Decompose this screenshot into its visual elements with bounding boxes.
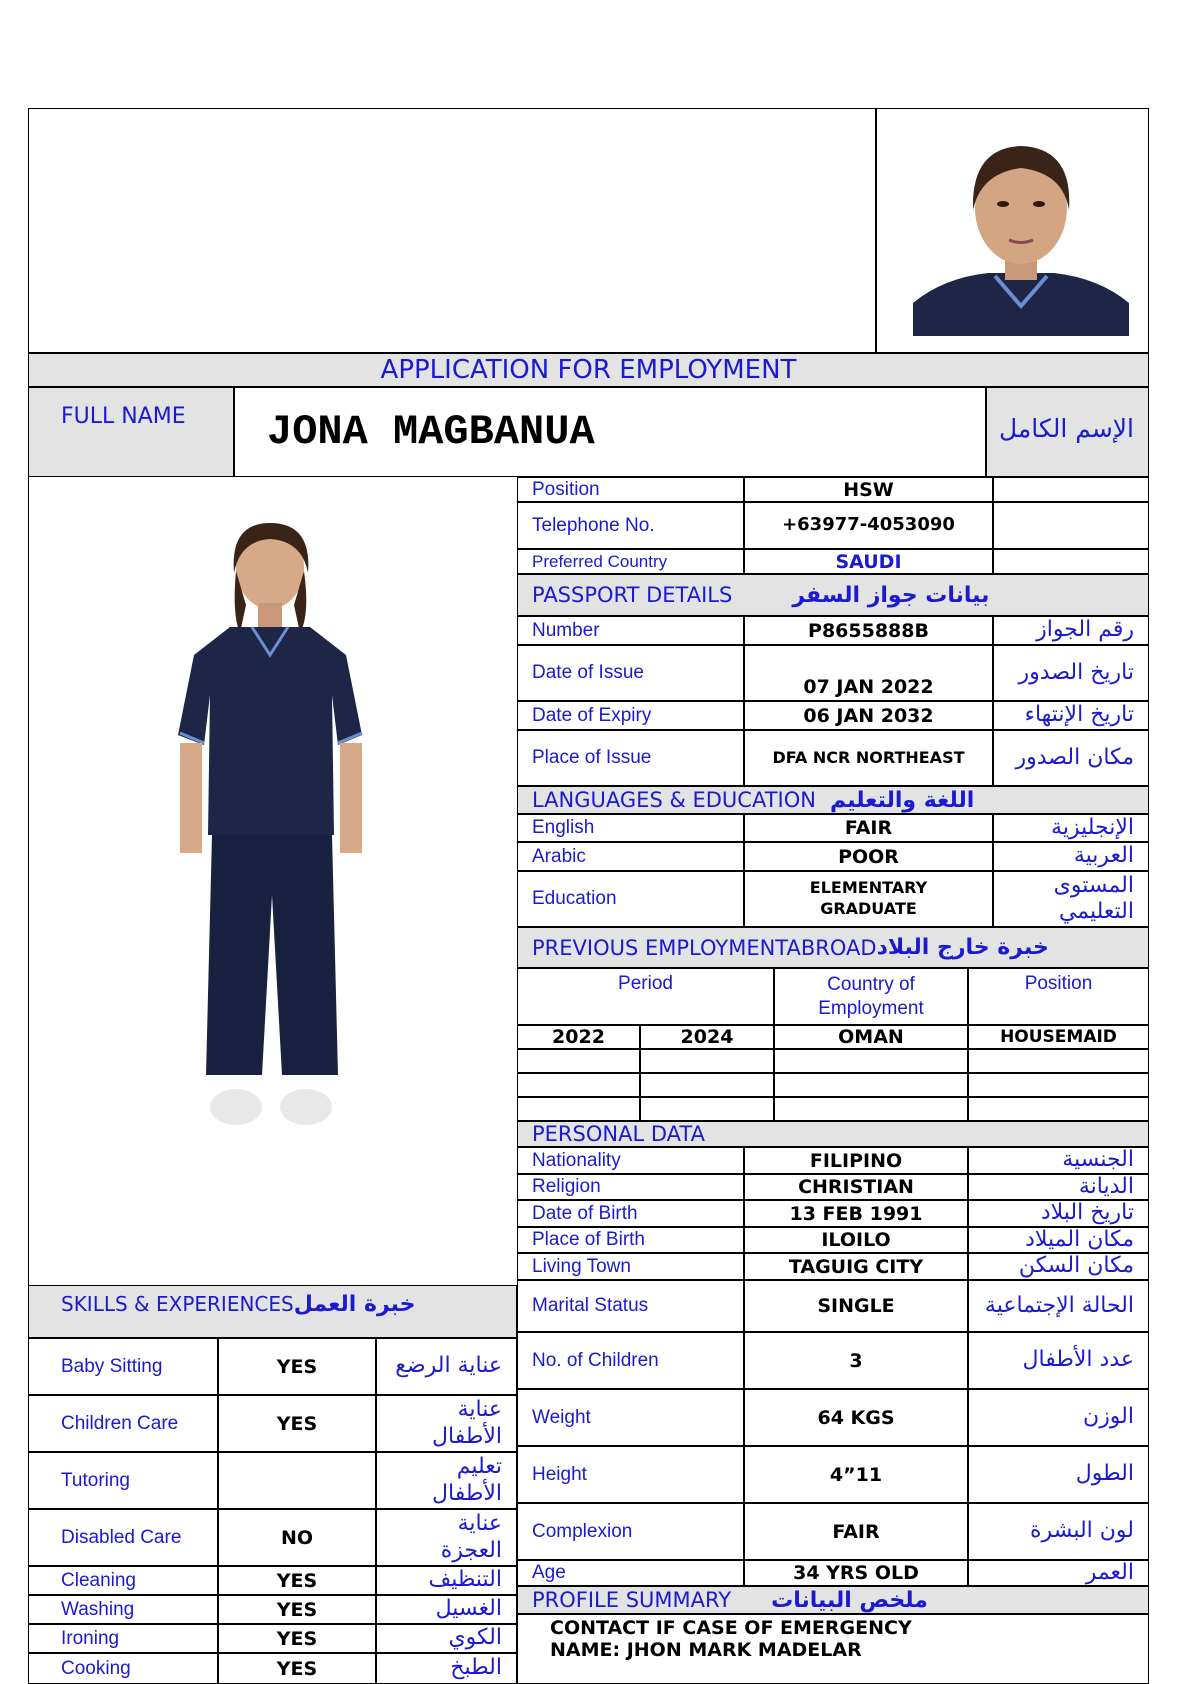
- position-row-arabic-cell: [993, 477, 1149, 502]
- telephone-row-arabic-cell: [993, 502, 1149, 549]
- place-of-issue-row-value: DFA NCR NORTHEAST: [772, 748, 965, 767]
- passport-header: [517, 574, 1149, 616]
- profile-header: [517, 1586, 1149, 1614]
- emp-from-cell: [517, 1049, 640, 1073]
- nationality-row-label: Nationality: [532, 1149, 621, 1171]
- position-row-value: HSW: [843, 478, 894, 501]
- skill-value: YES: [276, 1657, 318, 1680]
- emp-to-cell: [640, 1097, 774, 1121]
- education-row-arabic-cell: [993, 871, 1149, 927]
- employment-header-arabic-title: خبرة خارج البلاد: [876, 935, 1049, 960]
- living-town-row-arabic: مكان السكن: [1018, 1253, 1134, 1279]
- skill-label: Cooking: [61, 1657, 131, 1679]
- skill-value: YES: [276, 1412, 318, 1435]
- country-header-cell: [774, 968, 968, 1025]
- telephone-row-value: +63977-4053090: [782, 514, 955, 536]
- religion-row-arabic-cell: [968, 1174, 1149, 1200]
- english-row-value-cell: [744, 814, 993, 842]
- skill-label-cell: [28, 1595, 218, 1624]
- children-row-arabic-cell: [968, 1332, 1149, 1389]
- children-row-label-cell: [517, 1332, 744, 1389]
- place-of-birth-row-value-cell: [744, 1227, 968, 1253]
- religion-row-value-cell: [744, 1174, 968, 1200]
- skill-arabic: الغسيل: [435, 1596, 502, 1622]
- preferred-country-row-label: Preferred Country: [532, 551, 668, 571]
- arabic-row-arabic: العربية: [1073, 843, 1134, 869]
- profile-summary-cell: [517, 1614, 1149, 1684]
- arabic-row-arabic-cell: [993, 842, 1149, 871]
- emp-position-cell: [968, 1025, 1149, 1049]
- living-town-row-value-cell: [744, 1253, 968, 1280]
- skill-arabic: الطبخ: [450, 1655, 502, 1681]
- religion-row-label: Religion: [532, 1176, 601, 1197]
- children-row-value: 3: [849, 1349, 863, 1372]
- children-row-arabic: عدد الأطفال: [1022, 1347, 1134, 1373]
- date-of-issue-row-value: 07 JAN 2022: [803, 676, 934, 698]
- place-of-issue-row-arabic-cell: [993, 730, 1149, 786]
- skill-label: Disabled Care: [61, 1526, 182, 1548]
- emp-from-cell: [517, 1025, 640, 1049]
- skill-value-cell: [218, 1452, 376, 1509]
- country-header: Country of Employment: [818, 974, 924, 1019]
- passport-header-arabic-title: بيانات جواز السفر: [792, 582, 990, 608]
- date-of-birth-row-label-cell: [517, 1200, 744, 1227]
- skills-arabic-title: خبرة العمل: [293, 1292, 416, 1317]
- education-row-label-cell: [517, 871, 744, 927]
- emp-country-cell: [774, 1049, 968, 1073]
- skill-label: Cleaning: [61, 1569, 136, 1591]
- weight-row-value-cell: [744, 1389, 968, 1446]
- full-name-value: JONA MAGBANUA: [267, 408, 595, 456]
- date-of-birth-row-value: 13 FEB 1991: [789, 1202, 923, 1225]
- complexion-row-value-cell: [744, 1503, 968, 1560]
- period-header: Period: [618, 973, 673, 994]
- complexion-row-label: Complexion: [532, 1520, 633, 1542]
- date-of-expiry-row-label-cell: [517, 701, 744, 730]
- date-of-issue-row-arabic-cell: [993, 645, 1149, 701]
- height-row-value-cell: [744, 1446, 968, 1503]
- preferred-country-row-value-cell: [744, 549, 993, 574]
- emp-from-cell: [517, 1073, 640, 1097]
- full-name-label-cell: [28, 387, 234, 477]
- emergency-name-line: NAME: JHON MARK MADELAR: [550, 1639, 862, 1661]
- emp-to-cell: [640, 1025, 774, 1049]
- skill-value-cell: [218, 1566, 376, 1595]
- age-row-arabic-cell: [968, 1560, 1149, 1586]
- place-of-issue-row-label: Place of Issue: [532, 747, 652, 768]
- emp-from-cell: [517, 1097, 640, 1121]
- skill-arabic-cell: [376, 1653, 517, 1684]
- preferred-country-row-arabic-cell: [993, 549, 1149, 574]
- skill-arabic: عناية الأطفال: [432, 1397, 502, 1449]
- date-of-birth-row-label: Date of Birth: [532, 1202, 638, 1224]
- marital-status-row-arabic-cell: [968, 1280, 1149, 1332]
- height-row-label-cell: [517, 1446, 744, 1503]
- passport-number-row-value-cell: [744, 616, 993, 645]
- living-town-row-label: Living Town: [532, 1255, 631, 1277]
- complexion-row-arabic: لون البشرة: [1030, 1518, 1134, 1544]
- place-of-issue-row-value-cell: [744, 730, 993, 786]
- full-name-value-cell: [234, 387, 986, 477]
- date-of-expiry-row-arabic-cell: [993, 701, 1149, 730]
- skill-arabic-cell: [376, 1509, 517, 1566]
- passport-number-row-arabic: رقم الجواز: [1036, 617, 1134, 643]
- height-row-arabic: الطول: [1075, 1461, 1134, 1487]
- passport-header-title: PASSPORT DETAILS: [532, 583, 733, 607]
- position-row-value-cell: [744, 477, 993, 502]
- marital-status-row-value-cell: [744, 1280, 968, 1332]
- skill-value: NO: [280, 1526, 314, 1549]
- arabic-row-label-cell: [517, 842, 744, 871]
- children-row-label: No. of Children: [532, 1349, 659, 1371]
- skill-label-cell: [28, 1395, 218, 1452]
- profile-header-title: PROFILE SUMMARY: [532, 1588, 732, 1612]
- date-of-birth-row-value-cell: [744, 1200, 968, 1227]
- place-of-birth-row-label: Place of Birth: [532, 1229, 645, 1250]
- profile-header-arabic-title: ملخص البيانات: [771, 1587, 928, 1613]
- passport-number-row-label: Number: [532, 619, 600, 641]
- employment-header: [517, 927, 1149, 968]
- skill-label-cell: [28, 1509, 218, 1566]
- education-row-value-cell: [744, 871, 993, 927]
- skill-label: Washing: [61, 1598, 135, 1620]
- emp-position-cell: [968, 1097, 1149, 1121]
- emp-position: HOUSEMAID: [1000, 1027, 1117, 1047]
- english-row-value: FAIR: [844, 817, 893, 839]
- weight-row-arabic-cell: [968, 1389, 1149, 1446]
- place-of-issue-row-arabic: مكان الصدور: [1015, 744, 1134, 770]
- skill-label: Baby Sitting: [61, 1355, 163, 1377]
- age-row-value-cell: [744, 1560, 968, 1586]
- portrait-photo: [913, 128, 1129, 336]
- living-town-row-arabic-cell: [968, 1253, 1149, 1280]
- skill-arabic-cell: [376, 1595, 517, 1624]
- age-row-label-cell: [517, 1560, 744, 1586]
- emp-position-cell: [968, 1073, 1149, 1097]
- languages-header: [517, 786, 1149, 814]
- right-info-table: [517, 477, 1149, 1684]
- weight-row-label: Weight: [532, 1406, 591, 1428]
- english-row-label-cell: [517, 814, 744, 842]
- height-row-arabic-cell: [968, 1446, 1149, 1503]
- date-of-expiry-row-value-cell: [744, 701, 993, 730]
- age-row-arabic: العمر: [1085, 1560, 1134, 1585]
- complexion-row-arabic-cell: [968, 1503, 1149, 1560]
- skill-label-cell: [28, 1452, 218, 1509]
- religion-row-value: CHRISTIAN: [798, 1176, 914, 1198]
- place-of-issue-row-label-cell: [517, 730, 744, 786]
- employment-header-title: PREVIOUS EMPLOYMENTABROAD: [532, 935, 877, 960]
- skill-arabic: عناية الرضع: [395, 1353, 502, 1379]
- skill-arabic-cell: [376, 1395, 517, 1452]
- skills-header: [28, 1285, 517, 1338]
- personal-header: [517, 1121, 1149, 1147]
- skill-arabic-cell: [376, 1338, 517, 1395]
- nationality-row-arabic-cell: [968, 1147, 1149, 1174]
- passport-number-row-value: P8655888B: [808, 619, 929, 642]
- religion-row-arabic: الديانة: [1078, 1174, 1134, 1199]
- skill-label-cell: [28, 1624, 218, 1653]
- skill-value-cell: [218, 1624, 376, 1653]
- skill-value-cell: [218, 1509, 376, 1566]
- education-row-label: Education: [532, 888, 617, 909]
- complexion-row-value: FAIR: [832, 1520, 880, 1543]
- complexion-row-label-cell: [517, 1503, 744, 1560]
- skill-label: Children Care: [61, 1412, 179, 1434]
- position-row-label: Position: [532, 478, 600, 500]
- emp-country-cell: [774, 1097, 968, 1121]
- passport-number-row-arabic-cell: [993, 616, 1149, 645]
- telephone-row-label-cell: [517, 502, 744, 549]
- emp-country-cell: [774, 1025, 968, 1049]
- skill-arabic-cell: [376, 1452, 517, 1509]
- weight-row-label-cell: [517, 1389, 744, 1446]
- age-row-value: 34 YRS OLD: [793, 1562, 919, 1584]
- telephone-row-label: Telephone No.: [532, 514, 655, 536]
- place-of-birth-row-label-cell: [517, 1227, 744, 1253]
- emp-from: 2022: [552, 1026, 605, 1048]
- position-header: Position: [1024, 973, 1093, 994]
- languages-header-arabic-title: اللغة والتعليم: [829, 787, 975, 813]
- full-body-photo: [160, 515, 400, 1135]
- preferred-country-row-label-cell: [517, 549, 744, 574]
- skill-value: YES: [276, 1355, 318, 1378]
- full-name-arabic-label: الإسم الكامل: [998, 414, 1134, 443]
- emp-country-cell: [774, 1073, 968, 1097]
- place-of-birth-row-value: ILOILO: [821, 1229, 891, 1251]
- weight-row-arabic: الوزن: [1083, 1404, 1134, 1430]
- languages-header-title: LANGUAGES & EDUCATION: [532, 788, 816, 812]
- date-of-expiry-row-value: 06 JAN 2032: [803, 704, 934, 727]
- skill-label-cell: [28, 1566, 218, 1595]
- passport-number-row-label-cell: [517, 616, 744, 645]
- place-of-birth-row-arabic: مكان الميلاد: [1025, 1227, 1134, 1252]
- skills-title: SKILLS & EXPERIENCES: [61, 1292, 294, 1316]
- skill-value: YES: [276, 1598, 318, 1621]
- arabic-row-value: POOR: [838, 845, 899, 868]
- period-header-cell: [517, 968, 774, 1025]
- emp-position-cell: [968, 1049, 1149, 1073]
- logo-area: [28, 108, 876, 353]
- english-row-arabic-cell: [993, 814, 1149, 842]
- skill-value-cell: [218, 1338, 376, 1395]
- date-of-birth-row-arabic: تاريخ البلاد: [1040, 1200, 1134, 1226]
- full-name-arabic-cell: [986, 387, 1149, 477]
- emergency-contact-line: CONTACT IF CASE OF EMERGENCY: [550, 1617, 912, 1639]
- date-of-expiry-row-label: Date of Expiry: [532, 704, 652, 726]
- english-row-label: English: [532, 817, 595, 838]
- nationality-row-value: FILIPINO: [809, 1149, 903, 1172]
- skill-label: Tutoring: [61, 1469, 130, 1491]
- skill-arabic: الكوي: [448, 1625, 502, 1651]
- date-of-issue-row-arabic: تاريخ الصدور: [1018, 659, 1134, 685]
- nationality-row-value-cell: [744, 1147, 968, 1174]
- marital-status-row-label-cell: [517, 1280, 744, 1332]
- emp-country: OMAN: [838, 1026, 904, 1048]
- skills-table: [28, 1285, 517, 1684]
- date-of-issue-row-label: Date of Issue: [532, 662, 644, 683]
- skill-arabic-cell: [376, 1566, 517, 1595]
- personal-header-title: PERSONAL DATA: [532, 1122, 705, 1146]
- position-header-cell: [968, 968, 1149, 1025]
- age-row-label: Age: [532, 1562, 566, 1583]
- emp-to-cell: [640, 1049, 774, 1073]
- children-row-value-cell: [744, 1332, 968, 1389]
- height-row-value: 4”11: [829, 1463, 883, 1486]
- skill-arabic: تعليم الأطفال: [432, 1454, 502, 1506]
- education-row-value: ELEMENTARY GRADUATE: [809, 878, 928, 918]
- date-of-issue-row-value-cell: [744, 645, 993, 701]
- nationality-row-label-cell: [517, 1147, 744, 1174]
- full-name-label: FULL NAME: [61, 404, 186, 429]
- living-town-row-value: TAGUIG CITY: [788, 1255, 924, 1278]
- skill-label: Ironing: [61, 1627, 120, 1649]
- preferred-country-row-value: SAUDI: [835, 550, 902, 573]
- skill-value-cell: [218, 1395, 376, 1452]
- marital-status-row-arabic: الحالة الإجتماعية: [984, 1292, 1134, 1318]
- skill-value-cell: [218, 1595, 376, 1624]
- skill-arabic: عناية العجزة: [440, 1511, 502, 1563]
- date-of-expiry-row-arabic: تاريخ الإنتهاء: [1024, 702, 1134, 728]
- living-town-row-label-cell: [517, 1253, 744, 1280]
- skill-label-cell: [28, 1338, 218, 1395]
- telephone-row-value-cell: [744, 502, 993, 549]
- date-of-issue-row-label-cell: [517, 645, 744, 701]
- arabic-row-label: Arabic: [532, 845, 586, 867]
- position-row-label-cell: [517, 477, 744, 502]
- skill-label-cell: [28, 1653, 218, 1684]
- weight-row-value: 64 KGS: [817, 1406, 895, 1429]
- education-row-arabic: المستوى التعليمي: [1053, 872, 1134, 924]
- nationality-row-arabic: الجنسية: [1062, 1147, 1134, 1173]
- marital-status-row-label: Marital Status: [532, 1295, 649, 1316]
- religion-row-label-cell: [517, 1174, 744, 1200]
- place-of-birth-row-arabic-cell: [968, 1227, 1149, 1253]
- skill-arabic-cell: [376, 1624, 517, 1653]
- page-title: APPLICATION FOR EMPLOYMENT: [380, 355, 797, 385]
- skill-value: YES: [276, 1627, 318, 1650]
- height-row-label: Height: [532, 1463, 587, 1485]
- skill-arabic: التنظيف: [428, 1567, 502, 1593]
- skill-value-cell: [218, 1653, 376, 1684]
- emp-to-cell: [640, 1073, 774, 1097]
- english-row-arabic: الإنجليزية: [1051, 814, 1134, 840]
- arabic-row-value-cell: [744, 842, 993, 871]
- date-of-birth-row-arabic-cell: [968, 1200, 1149, 1227]
- application-header: [28, 353, 1149, 387]
- marital-status-row-value: SINGLE: [817, 1295, 895, 1317]
- emp-to: 2024: [680, 1026, 734, 1048]
- skill-value: YES: [276, 1569, 318, 1592]
